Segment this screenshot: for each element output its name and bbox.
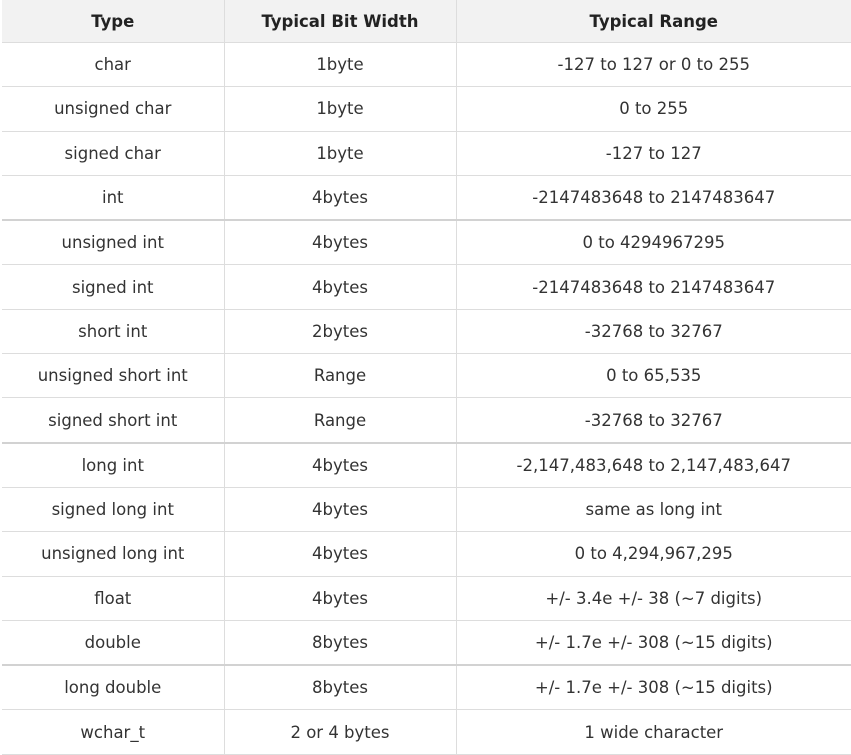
cell-bit-width: 4bytes (224, 175, 456, 220)
cell-range: 0 to 4,294,967,295 (456, 532, 851, 576)
cell-bit-width: 8bytes (224, 620, 456, 665)
cell-type: double (2, 620, 224, 665)
cell-type: int (2, 175, 224, 220)
cell-range: -2147483648 to 2147483647 (456, 265, 851, 309)
cell-bit-width: 4bytes (224, 265, 456, 309)
header-type: Type (2, 0, 224, 43)
table-row (2, 220, 851, 265)
cell-range: +/- 1.7e +/- 308 (~15 digits) (456, 665, 851, 710)
cell-bit-width: 2 or 4 bytes (224, 710, 456, 754)
table-row (2, 354, 851, 398)
cell-range: +/- 3.4e +/- 38 (~7 digits) (456, 576, 851, 620)
cell-range: -127 to 127 (456, 131, 851, 175)
cell-type: wchar_t (2, 710, 224, 754)
table-row (2, 620, 851, 665)
table-row (2, 398, 851, 443)
cell-range: 1 wide character (456, 710, 851, 754)
table-row (2, 443, 851, 488)
data-types-table (2, 0, 851, 755)
cell-type: unsigned long int (2, 532, 224, 576)
cell-range: 0 to 65,535 (456, 354, 851, 398)
table-row (2, 87, 851, 131)
table-row (2, 309, 851, 353)
cell-bit-width: 2bytes (224, 309, 456, 353)
cell-type: unsigned char (2, 87, 224, 131)
cell-type: signed char (2, 131, 224, 175)
cell-bit-width: 4bytes (224, 487, 456, 531)
cell-range: 0 to 4294967295 (456, 220, 851, 265)
table-row (2, 532, 851, 576)
cell-type: char (2, 43, 224, 87)
cell-type: float (2, 576, 224, 620)
cell-bit-width: Range (224, 398, 456, 443)
cell-range: same as long int (456, 487, 851, 531)
cell-type: short int (2, 309, 224, 353)
table-row (2, 576, 851, 620)
header-range: Typical Range (456, 0, 851, 43)
header-row (2, 0, 851, 43)
cell-range: -2147483648 to 2147483647 (456, 175, 851, 220)
cell-type: signed short int (2, 398, 224, 443)
cell-bit-width: Range (224, 354, 456, 398)
cell-bit-width: 1byte (224, 43, 456, 87)
cell-type: long double (2, 665, 224, 710)
cell-range: -127 to 127 or 0 to 255 (456, 43, 851, 87)
cell-range: -32768 to 32767 (456, 398, 851, 443)
table-row (2, 265, 851, 309)
table-row (2, 665, 851, 710)
cell-range: -2,147,483,648 to 2,147,483,647 (456, 443, 851, 488)
table-row (2, 487, 851, 531)
cell-type: long int (2, 443, 224, 488)
cell-type: signed int (2, 265, 224, 309)
cell-range: -32768 to 32767 (456, 309, 851, 353)
cell-range: +/- 1.7e +/- 308 (~15 digits) (456, 620, 851, 665)
table-row (2, 43, 851, 87)
cell-range: 0 to 255 (456, 87, 851, 131)
table-row (2, 710, 851, 754)
cell-type: unsigned short int (2, 354, 224, 398)
cell-type: signed long int (2, 487, 224, 531)
cell-bit-width: 4bytes (224, 443, 456, 488)
header-bit-width: Typical Bit Width (224, 0, 456, 43)
cell-bit-width: 1byte (224, 87, 456, 131)
cell-bit-width: 1byte (224, 131, 456, 175)
cell-bit-width: 4bytes (224, 532, 456, 576)
cell-bit-width: 4bytes (224, 220, 456, 265)
cell-bit-width: 8bytes (224, 665, 456, 710)
cell-bit-width: 4bytes (224, 576, 456, 620)
table-row (2, 175, 851, 220)
cell-type: unsigned int (2, 220, 224, 265)
table-row (2, 131, 851, 175)
